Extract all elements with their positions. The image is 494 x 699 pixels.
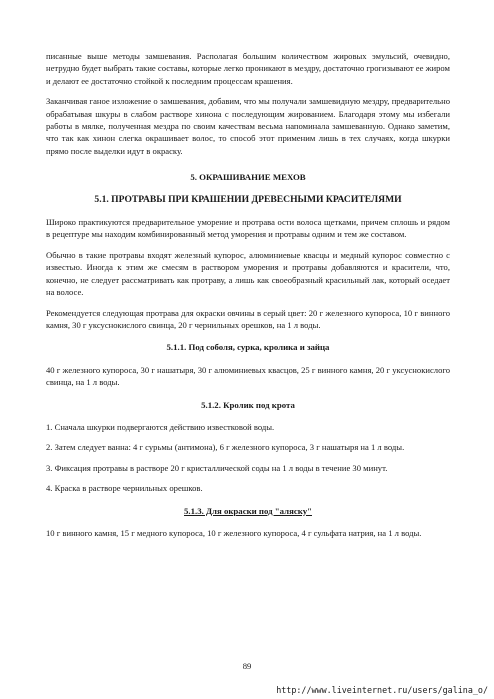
watermark-url: http://www.liveinternet.ru/users/galina_o/ [276,685,488,695]
page-number: 89 [242,661,252,671]
paragraph-mordant-3: Рекомендуется следующая протрава для окраски овчины в серый цвет: 20 г железного купороса, 10 г винного камня, 30 г уксуснокислого свинца, 20 г чернильных орешков, на 1 л воды. [46,307,450,330]
step-1: 1. Сначала шкурки подвергаются действию известковой воды. [46,421,275,432]
step-4: 4. Краска в растворе чернильных орешков. [46,483,203,494]
paragraph-5-1-1: 40 г железного купороса, 30 г нашатыря, 30 г алюминиевых квасцов, 25 г винного камня, 20 г уксуснокислого свинца, на 1 л воды. [46,364,450,388]
paragraph-intro-2: Заканчивая ганое изложение о замшевания, добавим, что мы получали замшевидную мездру, предварительно обрабатывая шкуры в слабом растворе хинона с последующим жированием. Благодаря этому мы избегали работы в мялке, полученная мездра по своим качествам весьма напоминала замшеванную. Однако заметим, что так как хинон слегка окрашивает волос, то способ этот применим лишь в тех случаях, когда шкурки прямо после выделки идут в окраску. [46,96,450,156]
section-heading: 5. ОКРАШИВАНИЕ МЕХОВ [190,172,306,183]
subsection-heading: 5.1. ПРОТРАВЫ ПРИ КРАШЕНИИ ДРЕВЕСНЫМИ КРАСИТЕЛЯМИ [94,193,402,205]
heading-5-1-2: 5.1.2. Кролик под крота [201,399,295,410]
heading-5-1-3 [46,505,450,517]
heading-5-1-1: 5.1.1. Под соболя, сурка, кролика и зайца [166,342,330,353]
step-2: 2. Затем следует ванна: 4 г сурьмы (антимона), 6 г железного купороса, 3 г нашатыря на 1 л воды. [46,442,405,453]
step-3: 3. Фиксация протравы в растворе 20 г кристаллической соды на 1 л воды в течение 30 минут. [46,462,388,473]
paragraph-intro-1: писанные выше методы замшевания. Располагая большим количеством жировых эмульсий, очевидно, нетрудно будет выбрать такие составы, которые легко проникают в мездру, достаточно грогизывают ее жиром и делают ее достаточно стойкой к последним процессам крашения. [46,51,450,86]
page-content [46,50,450,547]
paragraph-5-1-3: 10 г винного камня, 15 г медного купороса, 10 г железного купороса, 4 г сульфата натрия, на 1 л воды. [46,527,422,538]
paragraph-mordant-1: Широко практикуются предварительное уморение и протрава ости волоса щетками, причем сплошь и рядом в рецептуре мы находим комбинированный метод уморения и протравы одним и тем же составом. [46,217,450,240]
heading-5-1-3-text: 5.1.3. Для окраски под "аляску" [184,505,312,516]
paragraph-mordant-2: Обычно в такие протравы входят железный купорос, алюминиевые квасцы и медный купорос совместно с известью. Иногда к этим же смесям в раствором уморения и протравы добавляются и красители, что, конечно, не следует рассматривать как протраву, а лишь как своеобразный красильный лак, который оседает на волосе. [46,249,450,298]
